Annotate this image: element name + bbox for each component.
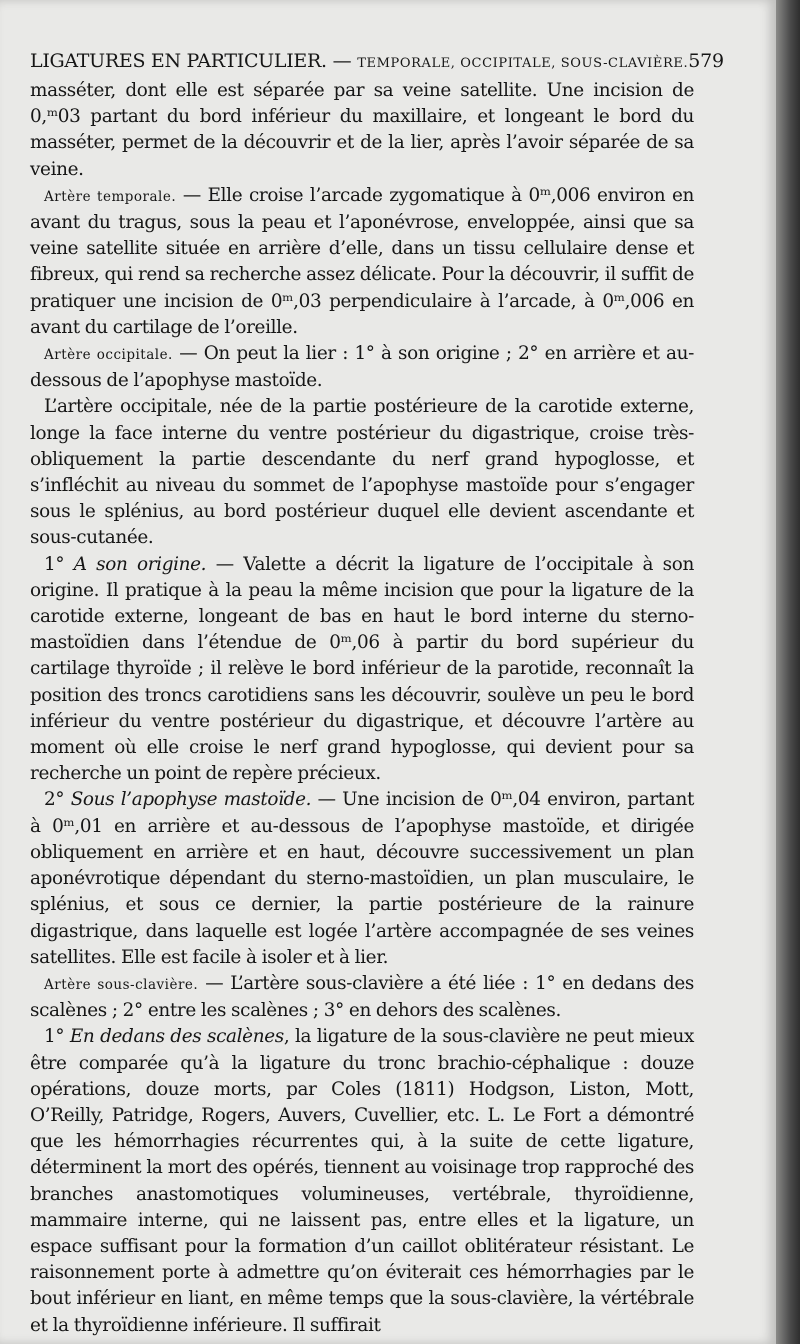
running-head-subtitle: TEMPORALE, OCCIPITALE, SOUS-CLAVIÈRE. [357, 56, 689, 71]
running-head [30, 44, 724, 78]
text-run: , la ligature de la sous-clavière ne peut mieux être comparée qu’à la ligature du tronc brachio-céphalique : douze opérations, douze morts, par Coles (1811) Hodgson, Liston, Mott, O’Reilly, Patridge, Rogers, Auvers, Cuvellier, etc. L. Le Fort a démontré que les hémorrhagies récurrentes qui, à la suite de cette ligature, déterminent la mort des opérés, tiennent au voisinage trop rapproché des branches anastomotiques volumineuses, vertébrale, thyroïdienne, mammaire interne, qui ne laissent pas, entre elles et la ligature, un espace suffisant pour la formation d’un caillot oblitérateur résistant. Le raisonnement porte à admettre qu’on éviterait ces hémorrhagies par le bout inférieur en liant, en même temps que la sous-clavière, la vértébrale et la thyroïdienne inférieure. Il suffirait [30, 1026, 694, 1336]
text-run: 1° [44, 1026, 70, 1048]
paragraph-a-son-origine [30, 552, 694, 788]
section-heading-temporale: Artère temporale. [44, 188, 177, 205]
text-run: — On peut la lier : 1° à son origine ; 2° en arrière et au-dessous de l’apophyse mastoïde. [30, 343, 694, 392]
text-run: — Une incision de 0ᵐ,04 environ, partant à 0ᵐ,01 en arrière et au-dessous de l’apophyse mastoïde, et dirigée obliquement en arrière et en haut, découvre successivement un plan aponévrotique dépendant du sterno-mastoïdien, un plan musculaire, le splénius, et sous ce dernier, la partie postérieure de la rainure digastrique, dans laquelle est logée l’artère accompagnée de ses veines satellites. Elle est facile à isoler et à lier. [30, 789, 694, 968]
running-head-title [30, 44, 688, 81]
book-binding-edge [776, 0, 800, 1344]
text-run: L’artère occipitale, née de la partie postérieure de la carotide externe, longe la face interne du ventre postérieur du digastrique, croise très-obliquement la partie descendante du nerf grand hypoglosse, et s’infléchit au niveau du sommet de l’apophyse mastoïde pour s’engager sous le splénius, au bord postérieur duquel elle devient ascendante et sous-cutanée. [30, 396, 694, 549]
paragraph-occipitale-description [30, 394, 694, 551]
section-heading-occipitale: Artère occipitale. [44, 347, 173, 364]
page-text-block [30, 44, 724, 1339]
running-head-main: LIGATURES EN PARTICULIER. [30, 50, 327, 72]
subheading-sous-apophyse: Sous l’apophyse mastoïde. [70, 789, 312, 811]
running-head-dash: — [326, 50, 358, 72]
text-run: masséter, dont elle est séparée par sa veine satellite. Une incision de 0,ᵐ03 partant du bord inférieur du maxillaire, et longeant le bord du masséter, permet de la découvrir et de la lier, après l’avoir séparée de sa veine. [30, 80, 694, 180]
text-run: — Elle croise l’arcade zygomatique à 0ᵐ,006 environ en avant du tragus, sous la peau et l’aponévrose, enveloppée, ainsi que sa veine satellite située en arrière d’elle, dans un tissu cellulaire dense et fibreux, qui rend sa recherche assez délicate. Pour la découvrir, il suffit de pratiquer une incision de 0ᵐ,03 perpendiculaire à l’arcade, à 0ᵐ,006 en avant du cartilage de l’oreille. [30, 184, 694, 338]
paragraph-artere-sous-claviere [30, 971, 694, 1024]
paragraph-masseter [30, 78, 694, 183]
paragraph-artere-temporale [30, 183, 694, 341]
section-heading-sous-claviere: Artère sous-clavière. [44, 976, 199, 993]
paragraph-sous-apophyse [30, 787, 694, 970]
subheading-en-dedans-scalenes: En dedans des scalènes [69, 1026, 284, 1048]
paragraph-artere-occipitale [30, 341, 694, 394]
paragraph-en-dedans-scalenes [30, 1024, 694, 1338]
text-run: 2° [44, 789, 71, 811]
text-run: — Valette a décrit la ligature de l’occipitale à son origine. Il pratique à la peau la même incision que pour la ligature de la carotide externe, longeant de bas en haut le bord interne du sterno-mastoïdien dans l’étendue de 0ᵐ,06 à partir du bord supérieur du cartilage thyroïde ; il relève le bord inférieur de la parotide, reconnaît la position des troncs carotidiens sans les découvrir, soulève un peu le bord inférieur du ventre postérieur du digastrique, et découvre l’artère au moment où elle croise le nerf grand hypoglosse, qui devient pour sa recherche un point de repère précieux. [30, 553, 694, 785]
text-run: 1° [44, 553, 74, 575]
subheading-a-son-origine: A son origine. [73, 553, 207, 575]
page-number: 579 [688, 50, 724, 72]
text-run: — L’artère sous-clavière a été liée : 1° en dedans des scalènes ; 2° entre les scalènes ; 3° en dehors des scalènes. [30, 972, 694, 1022]
